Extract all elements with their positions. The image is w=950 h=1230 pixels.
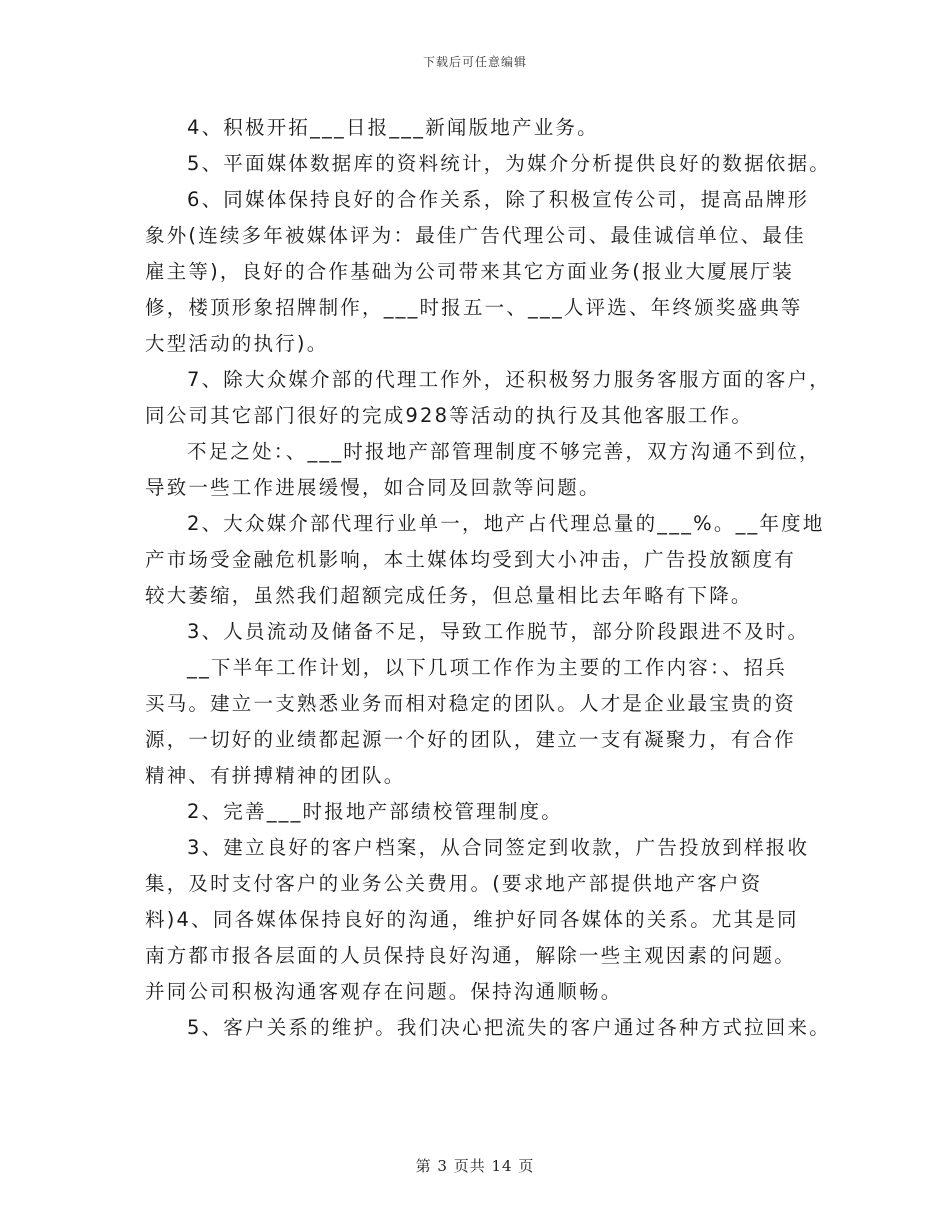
paragraph-line: 不足之处：、___时报地产部管理制度不够完善，双方沟通不到位， (187, 440, 821, 463)
page-header-note: 下载后可任意编辑 (422, 55, 527, 69)
paragraph-line: 较大萎缩，虽然我们超额完成任务，但总量相比去年略有下降。 (145, 584, 753, 607)
paragraph-line: 2、大众媒介部代理行业单一，地产占代理总量的___%。__年度地 (187, 512, 825, 535)
paragraph-line: 集，及时支付客户的业务公关费用。(要求地产部提供地产客户资 (145, 872, 763, 895)
paragraph-line: 同公司其它部门很好的完成928等活动的执行及其他客服工作。 (145, 404, 754, 427)
paragraph-line: 修，楼顶形象招牌制作，___时报五一、___人评选、年终颁奖盛典等 (145, 296, 803, 319)
paragraph-line: 大型活动的执行)。 (145, 332, 329, 355)
paragraph-line: 6、同媒体保持良好的合作关系，除了积极宣传公司，提高品牌形 (187, 188, 810, 211)
paragraph-line: 料)4、同各媒体保持良好的沟通，维护好同各媒体的关系。尤其是同 (145, 908, 799, 931)
paragraph-line: 精神、有拼搏精神的团队。 (145, 764, 406, 787)
paragraph-line: 导致一些工作进展缓慢，如合同及回款等问题。 (145, 476, 601, 499)
paragraph-line: 7、除大众媒介部的代理工作外，还积极努力服务客服方面的客户， (187, 368, 831, 391)
paragraph-line: 2、完善___时报地产部绩校管理制度。 (187, 800, 563, 823)
paragraph-line: 产市场受金融危机影响，本土媒体均受到大小冲击，广告投放额度有 (145, 548, 797, 571)
paragraph-line: 源，一切好的业绩都起源一个好的团队，建立一支有凝聚力，有合作 (145, 728, 797, 751)
paragraph-line: 南方都市报各层面的人员保持良好沟通，解除一些主观因素的问题。 (145, 944, 797, 967)
paragraph-line: 并同公司积极沟通客观存在问题。保持沟通顺畅。 (145, 980, 623, 1003)
paragraph-line: 3、建立良好的客户档案，从合同签定到收款，广告投放到样报收 (187, 836, 810, 859)
document-body (145, 110, 831, 1046)
paragraph-line: 3、人员流动及储备不足，导致工作脱节，部分阶段跟进不及时。 (187, 620, 810, 643)
paragraph-line: 4、积极开拓___日报___新闻版地产业务。 (187, 116, 599, 139)
paragraph-line: 5、客户关系的维护。我们决心把流失的客户通过各种方式拉回来。 (187, 1016, 831, 1039)
paragraph-line: 雇主等)，良好的合作基础为公司带来其它方面业务(报业大厦展厅装 (145, 260, 794, 283)
paragraph-line: 5、平面媒体数据库的资料统计，为媒介分析提供良好的数据依据。 (187, 152, 831, 175)
paragraph-line: 象外(连续多年被媒体评为：最佳广告代理公司、最佳诚信单位、最佳 (145, 224, 806, 247)
paragraph-line: 买马。建立一支熟悉业务而相对稳定的团队。人才是企业最宝贵的资 (145, 692, 797, 715)
page-number: 第 3 页共 14 页 (415, 1157, 535, 1175)
paragraph-line: __下半年工作计划，以下几项工作作为主要的工作内容：、招兵 (187, 656, 788, 679)
